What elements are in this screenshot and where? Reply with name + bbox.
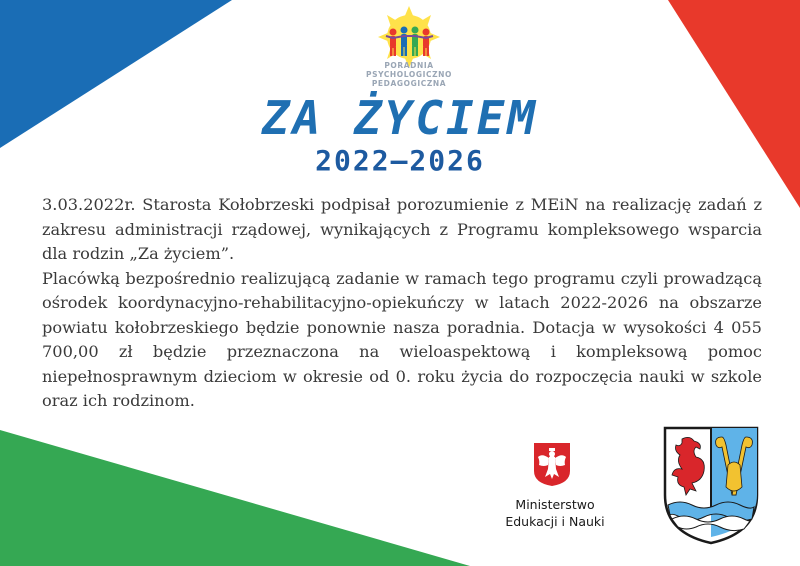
ministry-name (482, 496, 628, 530)
poradnia-logo-text (350, 61, 468, 88)
program-years: 2022–2026 (315, 144, 485, 177)
logo-line-1: PORADNIA (384, 61, 434, 70)
program-title: ZA ŻYCIEM (261, 91, 539, 145)
logo-line-3: PEDAGOGICZNA (371, 79, 447, 88)
announcement-text (42, 193, 762, 414)
paragraph-funding: Placówką bezpośrednio realizującą zadanie w ramach tego programu czyli prowadzącą ośrodek koordynacyjno-rehabilitacyjno-opiekuńczy w latach 2022-2026 na obszarze powiatu kołobrzeskiego będzie ponownie nasza poradnia. Dotacja w wysokości 4 055 700,00 zł będzie przeznaczona na wieloaspektową i kompleksową pomoc niepełnosprawnym dzieciom w okresie od 0. roku życia do rozpoczęcia nauki w szkole oraz ich rodzinom. (42, 268, 762, 410)
polish-eagle-emblem-icon (532, 441, 572, 487)
paragraph-agreement: 3.03.2022r. Starosta Kołobrzeski podpisał porozumienie z MEiN na realizację zadań z zakresu administracji rządowej, wynikających z Programu kompleksowego wsparcia dla rodzin „Za życiem”. (42, 195, 762, 263)
ministry-line-2: Edukacji i Nauki (505, 514, 605, 529)
county-coat-of-arms-icon (662, 425, 760, 546)
logo-line-2: PSYCHOLOGICZNO (365, 70, 453, 79)
ministry-line-1: Ministerstwo (515, 497, 595, 512)
green-corner-triangle (0, 430, 470, 566)
